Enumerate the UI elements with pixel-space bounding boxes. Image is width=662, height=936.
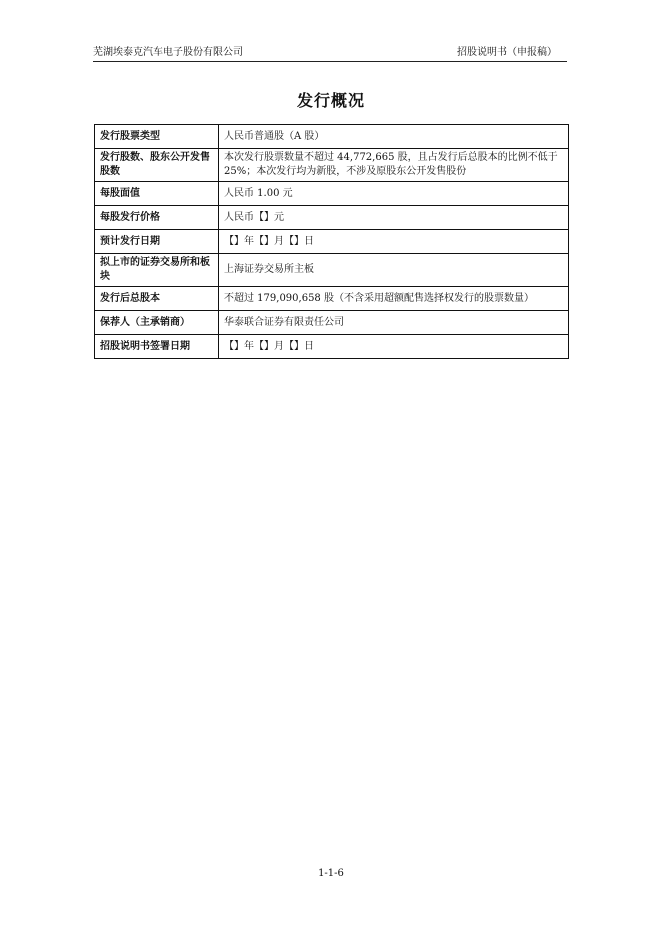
document-type: 招股说明书（申报稿） bbox=[457, 47, 557, 58]
page-number: 1-1-6 bbox=[318, 868, 344, 879]
company-name: 芜湖埃泰克汽车电子股份有限公司 bbox=[93, 47, 243, 58]
row-value-issue-date: 【】年【】月【】日 bbox=[219, 230, 569, 254]
page-header bbox=[93, 44, 567, 62]
row-label-total-shares: 发行后总股本 bbox=[95, 287, 219, 311]
row-label-stock-type: 发行股票类型 bbox=[95, 125, 219, 149]
table-row bbox=[95, 125, 569, 149]
row-value-total-shares: 不超过 179,090,658 股（不含采用超额配售选择权发行的股票数量） bbox=[219, 287, 569, 311]
row-value-par-value: 人民币 1.00 元 bbox=[219, 182, 569, 206]
row-value-shares-offered: 本次发行股票数量不超过 44,772,665 股，且占发行后总股本的比例不低于 25%；本次发行均为新股，不涉及原股东公开发售股份 bbox=[219, 149, 569, 182]
row-value-sponsor: 华泰联合证券有限责任公司 bbox=[219, 311, 569, 335]
table-row bbox=[95, 230, 569, 254]
row-value-stock-type: 人民币普通股（A 股） bbox=[219, 125, 569, 149]
row-label-shares-offered: 发行股数、股东公开发售股数 bbox=[95, 149, 219, 182]
table-row bbox=[95, 311, 569, 335]
table-row bbox=[95, 182, 569, 206]
table-row bbox=[95, 287, 569, 311]
table-row bbox=[95, 149, 569, 182]
row-value-exchange: 上海证券交易所主板 bbox=[219, 254, 569, 287]
row-label-issue-date: 预计发行日期 bbox=[95, 230, 219, 254]
row-value-signing-date: 【】年【】月【】日 bbox=[219, 335, 569, 359]
row-label-issue-price: 每股发行价格 bbox=[95, 206, 219, 230]
table-row bbox=[95, 254, 569, 287]
page-title: 发行概况 bbox=[296, 91, 365, 110]
offering-overview-table bbox=[94, 124, 569, 359]
row-value-issue-price: 人民币【】元 bbox=[219, 206, 569, 230]
row-label-sponsor: 保荐人（主承销商） bbox=[95, 311, 219, 335]
row-label-exchange: 拟上市的证券交易所和板块 bbox=[95, 254, 219, 287]
row-label-signing-date: 招股说明书签署日期 bbox=[95, 335, 219, 359]
table-row bbox=[95, 335, 569, 359]
row-label-par-value: 每股面值 bbox=[95, 182, 219, 206]
table-row bbox=[95, 206, 569, 230]
